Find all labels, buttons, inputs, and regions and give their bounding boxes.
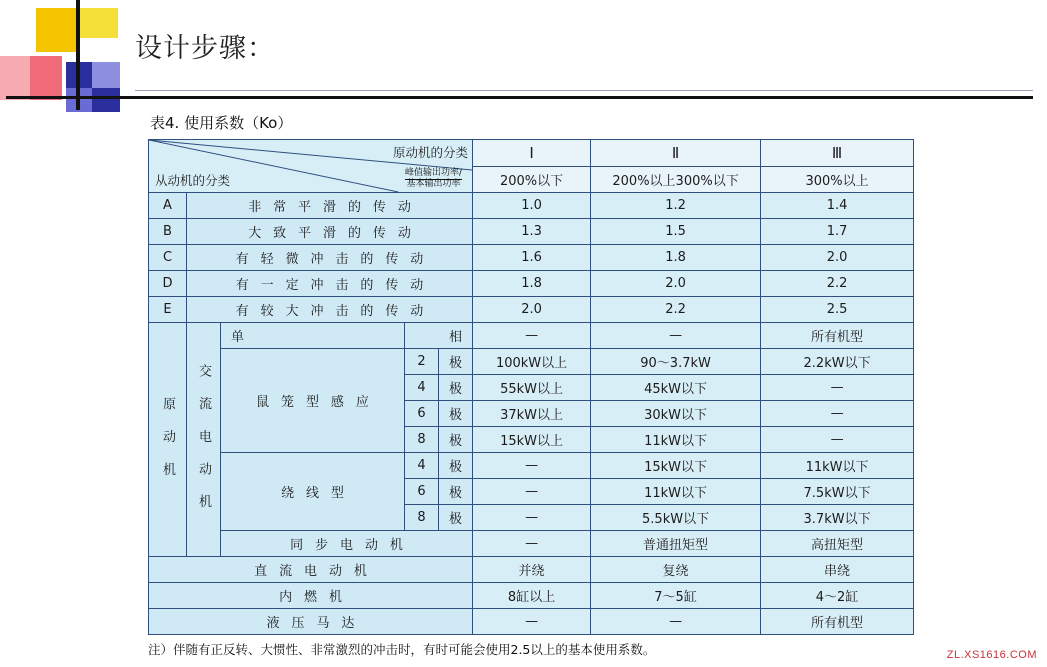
prime-mover-label: 原 动 机 <box>149 323 187 557</box>
bottom-value-1: 并绕 <box>473 557 591 583</box>
title-underline-thin <box>135 90 1033 91</box>
bottom-value-3: 4～2缸 <box>761 583 914 609</box>
pole-unit: 极 <box>439 505 473 531</box>
prime-value-2: 45kW以下 <box>591 375 761 401</box>
pole-number: 4 <box>405 375 439 401</box>
class-header-1: Ⅰ <box>473 140 591 167</box>
driven-value-1: 2.0 <box>473 297 591 323</box>
bottom-row-label: 内 燃 机 <box>149 583 473 609</box>
bottom-value-2: 复绕 <box>591 557 761 583</box>
title-underline-thick <box>6 96 1033 99</box>
page-title: 设计步骤： <box>135 33 275 64</box>
logo-vertical-bar <box>76 0 80 110</box>
table-row <box>149 453 914 479</box>
table-header-row <box>149 140 914 167</box>
driven-desc: 有 轻 微 冲 击 的 传 动 <box>187 245 473 271</box>
driven-code: E <box>149 297 187 323</box>
driven-value-1: 1.3 <box>473 219 591 245</box>
table-row <box>149 219 914 245</box>
driven-desc: 非 常 平 滑 的 传 动 <box>187 193 473 219</box>
prime-value-1: 55kW以上 <box>473 375 591 401</box>
driven-value-1: 1.6 <box>473 245 591 271</box>
driven-code: A <box>149 193 187 219</box>
pole-unit: 极 <box>439 375 473 401</box>
logo-block-pink <box>30 56 62 100</box>
table-caption: 表4. 使用系数（Ko） <box>150 114 293 132</box>
prime-value-3: 11kW以下 <box>761 453 914 479</box>
prime-value-1: 37kW以上 <box>473 401 591 427</box>
class-subheader-3: 300%以上 <box>761 166 914 193</box>
prime-value-3: 3.7kW以下 <box>761 505 914 531</box>
single-phase-label: 单 <box>221 323 405 349</box>
bottom-value-3: 串绕 <box>761 557 914 583</box>
prime-value-2: 30kW以下 <box>591 401 761 427</box>
class-header-3: Ⅲ <box>761 140 914 167</box>
driven-desc: 有 较 大 冲 击 的 传 动 <box>187 297 473 323</box>
driven-value-2: 1.5 <box>591 219 761 245</box>
driven-value-2: 1.2 <box>591 193 761 219</box>
ratio-line-1: 峰值输出功率/ <box>405 168 463 179</box>
bottom-value-1: — <box>473 609 591 635</box>
single-phase-label-2: 相 <box>405 323 473 349</box>
logo-block-pink-light <box>0 56 30 100</box>
bottom-value-3: 所有机型 <box>761 609 914 635</box>
driven-code: D <box>149 271 187 297</box>
logo-block-blue-4 <box>92 88 120 112</box>
prime-value-3: 2.2kW以下 <box>761 349 914 375</box>
pole-number: 8 <box>405 427 439 453</box>
prime-value-2: — <box>591 323 761 349</box>
bottom-value-1: 8缸以上 <box>473 583 591 609</box>
table-row <box>149 349 914 375</box>
logo-block-yellow <box>36 8 76 52</box>
prime-value-3: 所有机型 <box>761 323 914 349</box>
driven-desc: 有 一 定 冲 击 的 传 动 <box>187 271 473 297</box>
table-row <box>149 297 914 323</box>
class-subheader-2: 200%以上300%以下 <box>591 166 761 193</box>
driven-value-1: 1.0 <box>473 193 591 219</box>
bottom-value-2: — <box>591 609 761 635</box>
logo-block-yellow-light <box>76 8 118 38</box>
pole-number: 8 <box>405 505 439 531</box>
driven-code: C <box>149 245 187 271</box>
prime-value-1: — <box>473 479 591 505</box>
prime-value-2: 普通扭矩型 <box>591 531 761 557</box>
bottom-row-label: 直 流 电 动 机 <box>149 557 473 583</box>
driven-value-3: 2.2 <box>761 271 914 297</box>
usage-factor-table <box>148 139 914 635</box>
driven-desc: 大 致 平 滑 的 传 动 <box>187 219 473 245</box>
logo-block-blue-2 <box>92 62 120 88</box>
wound-rotor-label: 绕 线 型 <box>221 453 405 531</box>
driven-value-2: 2.2 <box>591 297 761 323</box>
pole-unit: 极 <box>439 453 473 479</box>
driven-value-2: 2.0 <box>591 271 761 297</box>
squirrel-cage-label: 鼠 笼 型 感 应 <box>221 349 405 453</box>
pole-unit: 极 <box>439 401 473 427</box>
table-row <box>149 583 914 609</box>
prime-value-3: — <box>761 401 914 427</box>
class-subheader-1: 200%以下 <box>473 166 591 193</box>
corner-header-cell <box>149 140 473 193</box>
prime-value-3: 高扭矩型 <box>761 531 914 557</box>
driven-value-3: 2.5 <box>761 297 914 323</box>
class-header-2: Ⅱ <box>591 140 761 167</box>
pole-unit: 极 <box>439 427 473 453</box>
table-row <box>149 531 914 557</box>
table-row <box>149 245 914 271</box>
prime-value-2: 15kW以下 <box>591 453 761 479</box>
bottom-row-label: 液 压 马 达 <box>149 609 473 635</box>
watermark: ZL.XS1616.COM <box>946 649 1037 661</box>
pole-unit: 极 <box>439 479 473 505</box>
bottom-value-2: 7～5缸 <box>591 583 761 609</box>
prime-value-1: — <box>473 323 591 349</box>
prime-value-2: 5.5kW以下 <box>591 505 761 531</box>
table-row <box>149 271 914 297</box>
driven-value-3: 1.4 <box>761 193 914 219</box>
driven-code: B <box>149 219 187 245</box>
table-row <box>149 609 914 635</box>
pole-number: 2 <box>405 349 439 375</box>
synchronous-motor-label: 同 步 电 动 机 <box>221 531 473 557</box>
driven-value-1: 1.8 <box>473 271 591 297</box>
prime-value-1: 100kW以上 <box>473 349 591 375</box>
table-container <box>148 112 913 658</box>
table-row <box>149 193 914 219</box>
driven-value-2: 1.8 <box>591 245 761 271</box>
prime-value-1: — <box>473 505 591 531</box>
prime-value-1: 15kW以上 <box>473 427 591 453</box>
pole-number: 6 <box>405 401 439 427</box>
ac-motor-label: 交 流 电 动 机 <box>187 323 221 557</box>
table-footnote: 注）伴随有正反转、大惯性、非常激烈的冲击时，有时可能会使用2.5以上的基本使用系数。 <box>148 642 656 657</box>
corner-top-label: 原动机的分类 <box>393 145 469 160</box>
driven-value-3: 1.7 <box>761 219 914 245</box>
prime-value-2: 90～3.7kW <box>591 349 761 375</box>
prime-value-2: 11kW以下 <box>591 479 761 505</box>
prime-value-3: 7.5kW以下 <box>761 479 914 505</box>
prime-value-1: — <box>473 531 591 557</box>
prime-value-3: — <box>761 375 914 401</box>
table-row <box>149 557 914 583</box>
ratio-line-2: 基本输出功率 <box>406 179 461 190</box>
prime-value-3: — <box>761 427 914 453</box>
prime-value-1: — <box>473 453 591 479</box>
table-row <box>149 323 914 349</box>
decorative-logo <box>0 0 135 110</box>
pole-number: 6 <box>405 479 439 505</box>
corner-bottom-label: 从动机的分类 <box>155 173 231 188</box>
pole-unit: 极 <box>439 349 473 375</box>
prime-value-2: 11kW以下 <box>591 427 761 453</box>
driven-value-3: 2.0 <box>761 245 914 271</box>
pole-number: 4 <box>405 453 439 479</box>
